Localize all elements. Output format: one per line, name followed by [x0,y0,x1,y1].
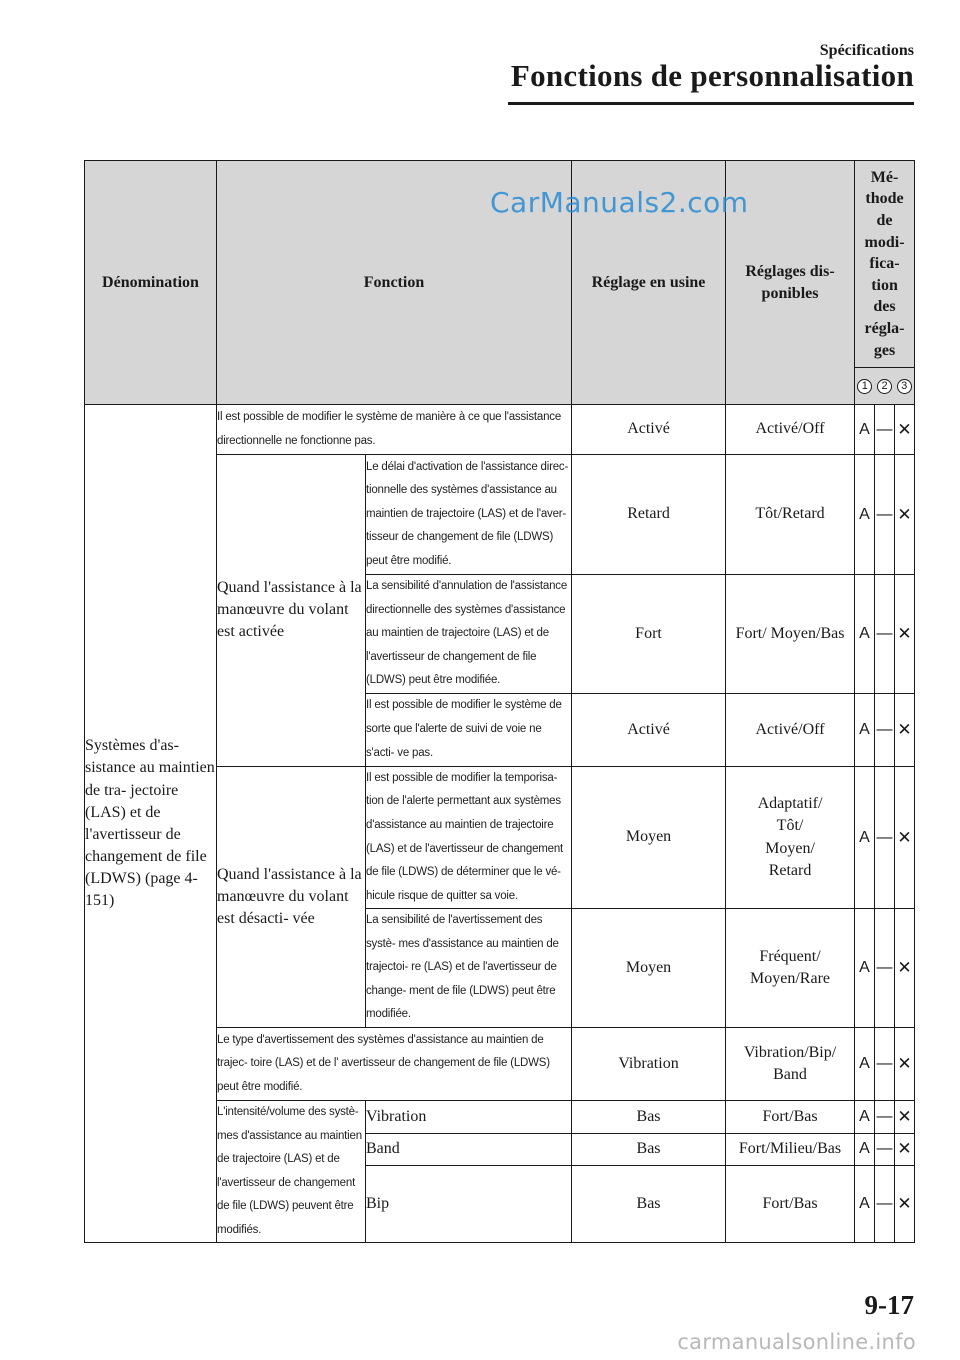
factory-setting: Fort [572,575,726,694]
method-2-cell: — [875,909,895,1028]
header-reglages-disponibles: Réglages dis- ponibles [726,161,855,405]
method-2-cell: — [875,1166,895,1243]
factory-setting: Moyen [572,909,726,1028]
available-settings: Fort/Milieu/Bas [726,1133,855,1166]
method-1-cell: A [855,405,875,455]
method-3-cross-icon: ✕ [895,766,915,908]
methode-line: régla- [864,319,905,337]
method-1-cell: A [855,693,875,766]
available-line: Retard [768,861,812,879]
row-description: Il est possible de modifier le système de manière à ce que l'assistance directionnelle ne fonctionne pas. [217,405,572,455]
method-2-cell: — [875,575,895,694]
row-description: Le type d'avertissement des systèmes d'assistance au maintien de trajec- toire (LAS) et de l' avertisseur de changement de file (LDWS) peut être modifié. [217,1028,572,1101]
header-fonction: Fonction [217,161,572,405]
methode-line: modi- [864,233,905,251]
row-description: Le délai d'activation de l'assistance direc- tionnelle des systèmes d'assistance au maintien de trajectoire (LAS) et de l'aver- tisseur de changement de file (LDWS) peut être modifié. [366,455,572,575]
method-1-cell: A [855,455,875,575]
factory-setting: Activé [572,405,726,455]
header-methode [855,161,915,368]
available-settings: Fort/Bas [726,1101,855,1134]
factory-setting: Bas [572,1101,726,1134]
method-1-cell: A [855,1028,875,1101]
page-number: 9-17 [864,1290,914,1320]
method-1-cell: A [855,1133,875,1166]
method-1-cell: A [855,766,875,908]
method-3-cross-icon: ✕ [895,575,915,694]
header-denomination: Dénomination [85,161,217,405]
methode-line: tion [871,276,898,294]
sub-type-label: Bip [366,1166,572,1243]
method-3-cross-icon: ✕ [895,1166,915,1243]
available-settings: Fréquent/ Moyen/Rare [726,909,855,1028]
method-2-cell: — [875,1133,895,1166]
available-settings: Activé/Off [726,693,855,766]
factory-setting: Retard [572,455,726,575]
watermark: CarManuals2.com [490,186,749,219]
method-1-cell: A [855,575,875,694]
available-settings: Vibration/Bip/ Band [726,1028,855,1101]
available-line: Tôt/ [776,817,804,835]
factory-setting: Moyen [572,766,726,908]
method-2-cell: — [875,455,895,575]
group-volume-description: L'intensité/volume des systè- mes d'assistance au maintien de trajectoire (LAS) et de l'avertisseur de changement de file (LDWS) peuvent être modifiés. [217,1101,366,1243]
available-line: Moyen/ [765,839,815,857]
row-description: Il est possible de modifier le système de sorte que l'alerte de suivi de voie ne s'acti- ve pas. [366,693,572,766]
sub-type-label: Vibration [366,1101,572,1134]
available-line: Adaptatif/ [757,794,823,812]
method-3-cross-icon: ✕ [895,1133,915,1166]
available-settings [726,766,855,908]
method-2-cell: — [875,1028,895,1101]
row-description: La sensibilité d'annulation de l'assistance directionnelle des systèmes d'assistance au maintien de trajectoire (LAS) et de l'avertisseur de changement de file (LDWS) peut être modifiée. [366,575,572,694]
method-3-cross-icon: ✕ [895,455,915,575]
method-2-cell: — [875,405,895,455]
customization-table [84,160,915,1243]
method-3-cross-icon: ✕ [895,693,915,766]
system-name: Systèmes d'as- sistance au maintien de tra- jectoire (LAS) et de l'avertisseur de changement de file (LDWS) (page 4-151) [85,405,217,1243]
group-steering-inactive: Quand l'assistance à la manœuvre du volant est désacti- vée [217,766,366,1027]
header-methode-numbers [855,368,915,405]
available-settings: Activé/Off [726,405,855,455]
method-1-cell: A [855,1101,875,1134]
method-2-cell: — [875,693,895,766]
method-2-cell: — [875,766,895,908]
factory-setting: Bas [572,1133,726,1166]
method-3-cross-icon: ✕ [895,405,915,455]
factory-setting: Vibration [572,1028,726,1101]
method-3-cross-icon: ✕ [895,1028,915,1101]
section-label: Spécifications [819,42,914,59]
methode-line: des [873,298,896,316]
methode-line: thode [865,190,904,208]
available-settings: Fort/ Moyen/Bas [726,575,855,694]
header-reglage-usine: Réglage en usine [572,161,726,405]
chapter-title: Fonctions de personnalisation [510,58,914,93]
factory-setting: Activé [572,693,726,766]
circled-number-1: 1 [857,379,872,394]
footer-site: carmanualsonline.info [677,1330,916,1354]
factory-setting: Bas [572,1166,726,1243]
method-3-cross-icon: ✕ [895,909,915,1028]
table-row [85,405,915,455]
sub-type-label: Band [366,1133,572,1166]
available-settings: Fort/Bas [726,1166,855,1243]
methode-line: de [876,212,893,230]
method-1-cell: A [855,909,875,1028]
available-settings: Tôt/Retard [726,455,855,575]
row-description: Il est possible de modifier la temporisa- tion de l'alerte permettant aux systèmes d'assistance au maintien de trajectoire (LAS) et de l'avertisseur de changement de file (LDWS) de déterminer que le vé- hicule risque de quitter sa voie. [366,766,572,908]
methode-line: ges [873,341,896,359]
method-3-cross-icon: ✕ [895,1101,915,1134]
group-steering-active: Quand l'assistance à la manœuvre du volant est activée [217,455,366,767]
row-description: La sensibilité de l'avertissement des systè- mes d'assistance au maintien de trajectoi- re (LAS) et de l'avertisseur de change- ment de file (LDWS) peut être modifiée. [366,909,572,1028]
header-rule [508,102,914,105]
methode-line: fica- [869,255,900,273]
circled-number-2: 2 [877,379,892,394]
method-1-cell: A [855,1166,875,1243]
circled-number-3: 3 [897,379,912,394]
methode-line: Mé- [870,168,899,186]
method-2-cell: — [875,1101,895,1134]
